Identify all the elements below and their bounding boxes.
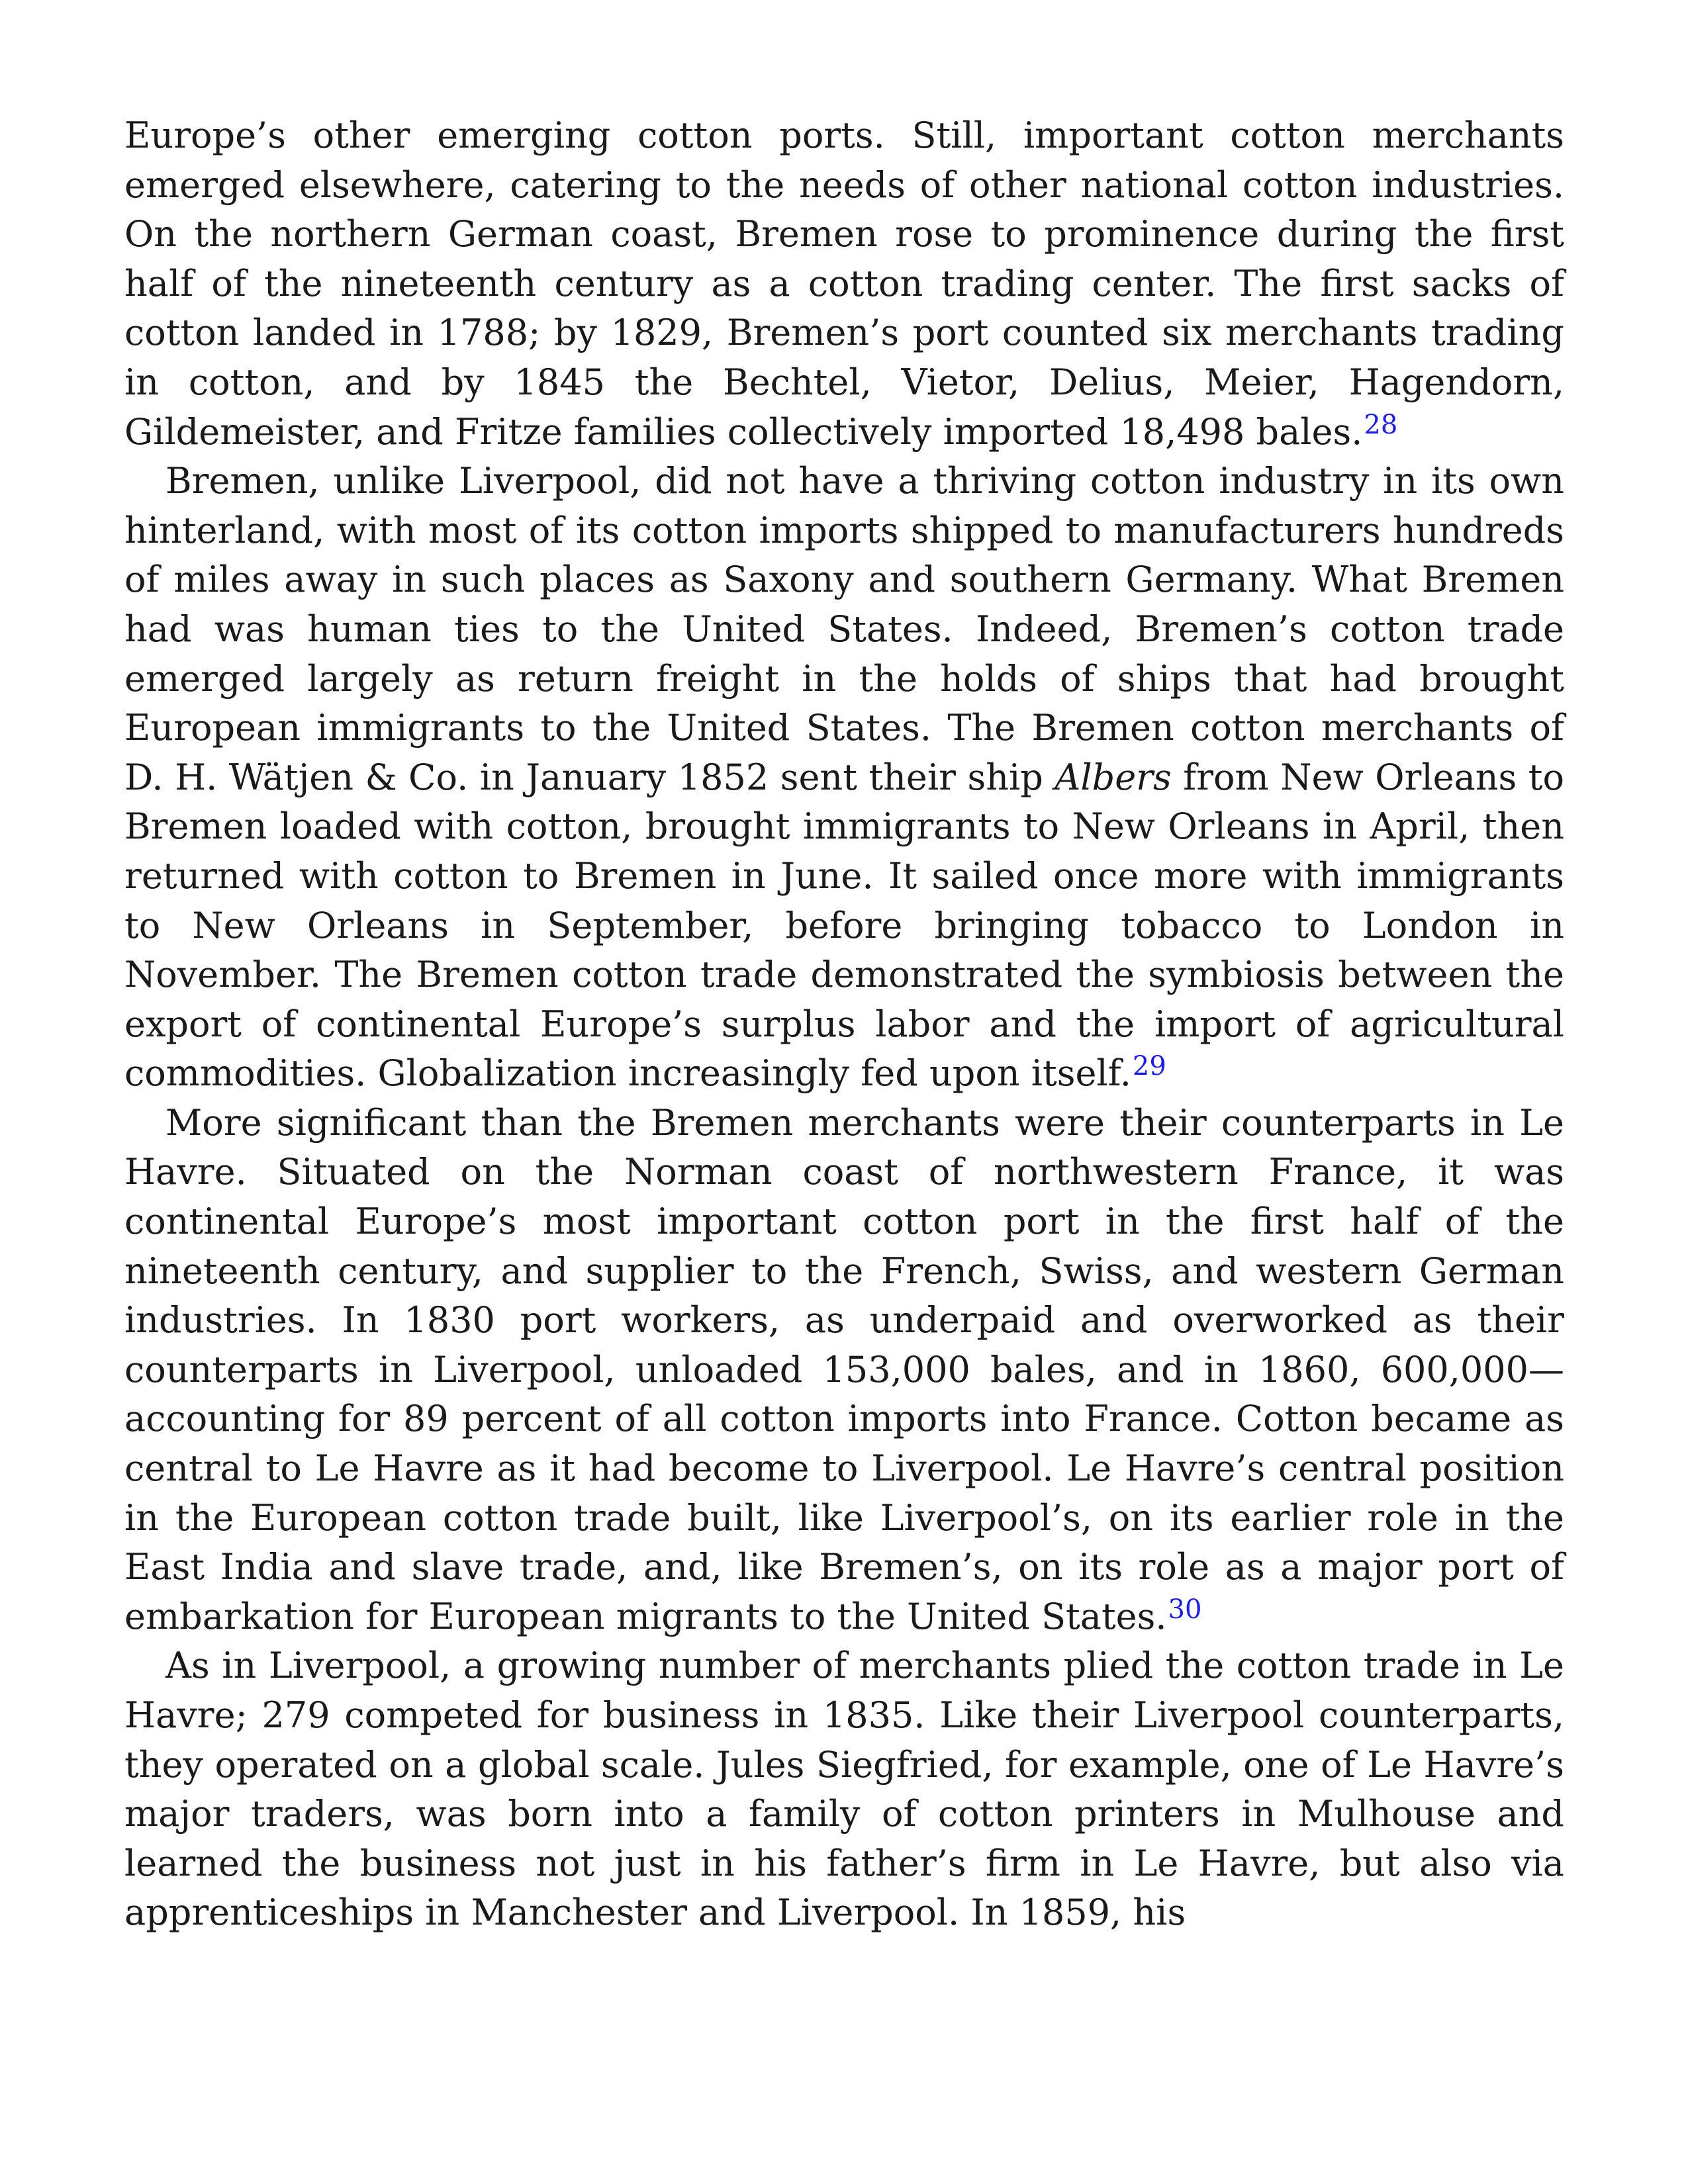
paragraph-1 xyxy=(124,111,1564,457)
ship-name: Albers xyxy=(1055,756,1172,798)
paragraph-2-text-continued: from New Orleans to Bremen loaded with cotton, brought immigrants to New Orleans in April, then returned with cotton to Bremen in June. It sailed once more with immigrants to New Orleans in September, before bringing tobacco to London in November. The Bremen cotton trade demonstrated the symbiosis between the export of continental Europe’s surplus labor and the import of agricultural commodities. Globalization increasingly fed upon itself. xyxy=(124,756,1564,1095)
footnote-link-30[interactable]: 30 xyxy=(1168,1594,1202,1625)
paragraph-1-text: Europe’s other emerging cotton ports. Still, important cotton merchants emerged elsewhere, catering to the needs of other national cotton industries. On the northern German coast, Bremen rose to prominence during the first half of the nineteenth century as a cotton trading center. The first sacks of cotton landed in 1788; by 1829, Bremen’s port counted six merchants trading in cotton, and by 1845 the Bechtel, Vietor, Delius, Meier, Hagendorn, Gildemeister, and Fritze families collectively imported 18,498 bales. xyxy=(124,114,1564,453)
paragraph-4-text: As in Liverpool, a growing number of merchants plied the cotton trade in Le Havre; 279 competed for business in 1835. Like their Liverpool counterparts, they operated on a global scale. Jules Siegfried, for example, one of Le Havre’s major traders, was born into a family of cotton printers in Mulhouse and learned the business not just in his father’s firm in Le Havre, but also via apprenticeships in Manchester and Liverpool. In 1859, his xyxy=(124,1645,1564,1934)
paragraph-2-text: Bremen, unlike Liverpool, did not have a thriving cotton industry in its own hinterland, with most of its cotton imports shipped to manufacturers hundreds of miles away in such places as Saxony and southern Germany. What Bremen had was human ties to the United States. Indeed, Bremen’s cotton trade emerged largely as return freight in the holds of ships that had brought European immigrants to the United States. The Bremen cotton merchants of D. H. Wätjen & Co. in January 1852 sent their ship xyxy=(124,460,1564,798)
footnote-link-29[interactable]: 29 xyxy=(1132,1051,1166,1082)
paragraph-4 xyxy=(124,1641,1564,1938)
document-page xyxy=(124,111,1564,1938)
footnote-link-28[interactable]: 28 xyxy=(1364,409,1398,440)
paragraph-3 xyxy=(124,1099,1564,1642)
paragraph-2 xyxy=(124,457,1564,1099)
paragraph-3-text: More significant than the Bremen merchants were their counterparts in Le Havre. Situated on the Norman coast of northwestern France, it was continental Europe’s most important cotton port in the first half of the nineteenth century, and supplier to the French, Swiss, and western German industries. In 1830 port workers, as underpaid and overworked as their counterparts in Liverpool, unloaded 153,000 bales, and in 1860, 600,000—accounting for 89 percent of all cotton imports into France. Cotton became as central to Le Havre as it had become to Liverpool. Le Havre’s central position in the European cotton trade built, like Liverpool’s, on its earlier role in the East India and slave trade, and, like Bremen’s, on its role as a major port of embarkation for European migrants to the United States. xyxy=(124,1101,1564,1637)
